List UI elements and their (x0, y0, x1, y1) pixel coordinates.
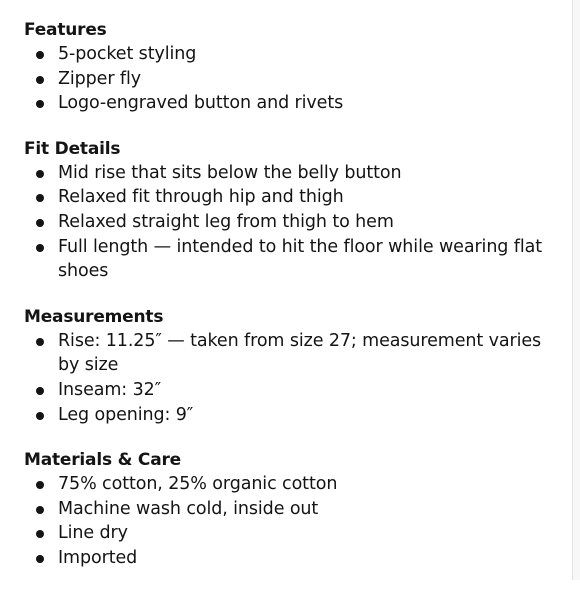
bullet-icon (36, 76, 44, 84)
list-item-text: 75% cotton, 25% organic cotton (58, 474, 338, 495)
list-item-text: Rise: 11.25″ — taken from size 27; measurement varies by size (58, 330, 542, 376)
list-item-text: Machine wash cold, inside out (58, 498, 319, 519)
list-item (24, 546, 554, 571)
materials-care-list (24, 472, 554, 570)
list-item (24, 521, 554, 546)
fit-details-list (24, 161, 554, 284)
list-item-text: Relaxed straight leg from thigh to hem (58, 211, 394, 232)
list-item (24, 378, 554, 403)
features-heading: Features (24, 20, 107, 40)
bullet-icon (36, 170, 44, 178)
bullet-icon (36, 387, 44, 395)
scrollbar[interactable] (572, 0, 580, 580)
bullet-icon (36, 506, 44, 514)
list-item-text: Inseam: 32″ (58, 379, 162, 400)
list-item-text: Zipper fly (58, 68, 141, 89)
list-item (24, 91, 554, 116)
bullet-icon (36, 219, 44, 227)
bullet-icon (36, 51, 44, 59)
measurements-list (24, 329, 554, 427)
bullet-icon (36, 412, 44, 420)
fit-details-heading: Fit Details (24, 138, 121, 159)
features-list (24, 42, 554, 116)
list-item-text: Relaxed fit through hip and thigh (58, 187, 344, 208)
materials-care-heading: Materials & Care (24, 450, 181, 471)
bullet-icon (36, 481, 44, 489)
fit-details-section (24, 137, 554, 284)
list-item-text: Imported (58, 547, 138, 568)
list-item-text: Full length — intended to hit the floor while wearing flat shoes (58, 236, 542, 282)
bullet-icon (36, 244, 44, 252)
bullet-icon (36, 338, 44, 346)
list-item (24, 403, 554, 428)
bullet-icon (36, 100, 44, 108)
list-item (24, 210, 554, 235)
list-item-text: Leg opening: 9″ (58, 404, 194, 425)
bullet-icon (36, 530, 44, 538)
bullet-icon (36, 555, 44, 563)
product-details (24, 18, 554, 592)
list-item-text: Line dry (58, 523, 128, 544)
list-item (24, 235, 554, 284)
list-item-text: Mid rise that sits below the belly button (58, 162, 402, 183)
measurements-section (24, 305, 554, 427)
list-item-text: Logo-engraved button and rivets (58, 93, 344, 114)
list-item (24, 185, 554, 210)
materials-care-section (24, 448, 554, 570)
list-item (24, 497, 554, 522)
list-item (24, 472, 554, 497)
features-section (24, 18, 554, 116)
list-item-text: 5-pocket styling (58, 44, 197, 64)
measurements-heading: Measurements (24, 306, 164, 327)
list-item (24, 67, 554, 92)
bullet-icon (36, 194, 44, 202)
list-item (24, 329, 554, 378)
list-item (24, 42, 554, 67)
list-item (24, 161, 554, 186)
